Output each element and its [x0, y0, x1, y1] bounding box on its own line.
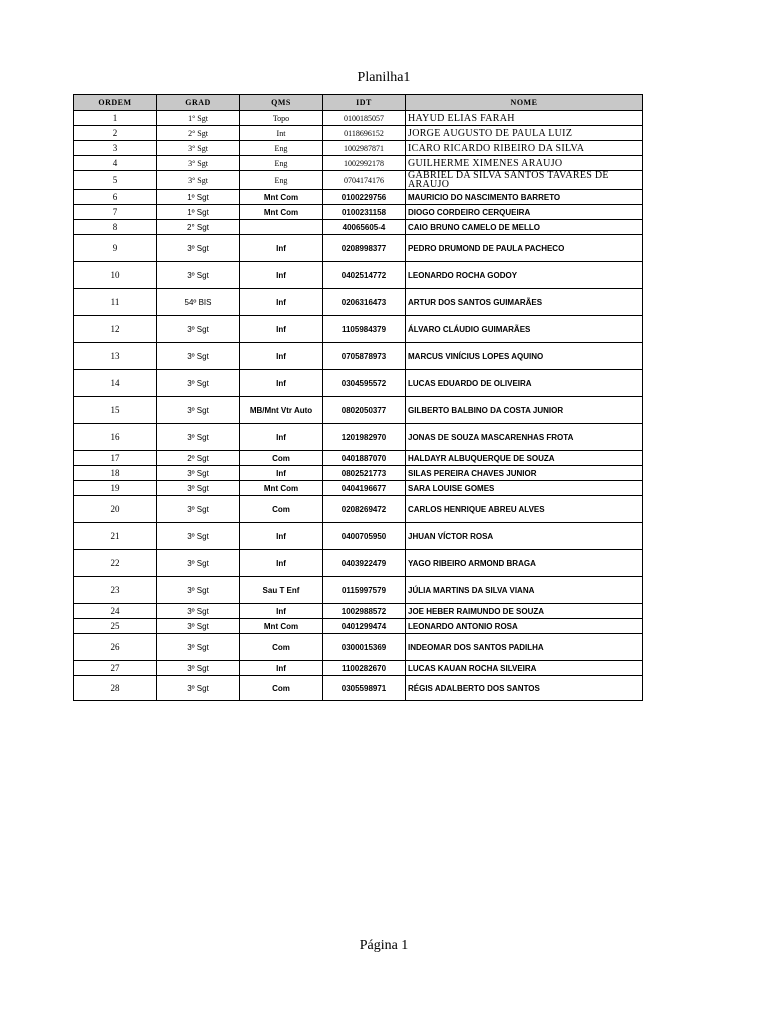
table-row [74, 523, 643, 550]
cell-qms: Inf [240, 661, 323, 676]
table-row [74, 220, 643, 235]
cell-idt: 0115997579 [323, 577, 406, 604]
cell-idt: 0704174176 [323, 171, 406, 190]
cell-qms: Sau T Enf [240, 577, 323, 604]
header-qms: QMS [240, 95, 323, 111]
cell-ordem: 14 [74, 370, 157, 397]
cell-ordem: 22 [74, 550, 157, 577]
cell-nome: YAGO RIBEIRO ARMOND BRAGA [406, 550, 643, 577]
cell-nome: LEONARDO ROCHA GODOY [406, 262, 643, 289]
cell-ordem: 16 [74, 424, 157, 451]
cell-ordem: 9 [74, 235, 157, 262]
cell-idt: 0100231158 [323, 205, 406, 220]
table-row [74, 289, 643, 316]
table-row [74, 343, 643, 370]
cell-qms: Com [240, 634, 323, 661]
header-ordem: ORDEM [74, 95, 157, 111]
cell-nome: ARTUR DOS SANTOS GUIMARÃES [406, 289, 643, 316]
cell-qms: Eng [240, 156, 323, 171]
cell-idt: 1201982970 [323, 424, 406, 451]
cell-idt: 0100229756 [323, 190, 406, 205]
header-idt: IDT [323, 95, 406, 111]
cell-ordem: 7 [74, 205, 157, 220]
table-row [74, 604, 643, 619]
table-row [74, 156, 643, 171]
cell-grad: 3° Sgt [157, 141, 240, 156]
cell-ordem: 5 [74, 171, 157, 190]
cell-idt: 1002988572 [323, 604, 406, 619]
cell-qms: Eng [240, 141, 323, 156]
cell-nome: JÚLIA MARTINS DA SILVA VIANA [406, 577, 643, 604]
cell-ordem: 28 [74, 676, 157, 701]
cell-qms: Inf [240, 262, 323, 289]
cell-idt: 0305598971 [323, 676, 406, 701]
table-row [74, 171, 643, 190]
cell-ordem: 10 [74, 262, 157, 289]
table-row [74, 397, 643, 424]
cell-qms: Com [240, 451, 323, 466]
table-row [74, 262, 643, 289]
cell-nome: LEONARDO ANTONIO ROSA [406, 619, 643, 634]
cell-nome: MAURICIO DO NASCIMENTO BARRETO [406, 190, 643, 205]
cell-grad: 2º Sgt [157, 451, 240, 466]
cell-nome: DIOGO CORDEIRO CERQUEIRA [406, 205, 643, 220]
cell-qms: Inf [240, 604, 323, 619]
table-row [74, 316, 643, 343]
cell-grad: 3º Sgt [157, 235, 240, 262]
cell-qms: Inf [240, 343, 323, 370]
cell-grad: 3º Sgt [157, 604, 240, 619]
cell-idt: 0404196677 [323, 481, 406, 496]
cell-ordem: 17 [74, 451, 157, 466]
cell-idt: 1105984379 [323, 316, 406, 343]
cell-grad: 3° Sgt [157, 171, 240, 190]
cell-nome: RÉGIS ADALBERTO DOS SANTOS [406, 676, 643, 701]
cell-grad: 3º Sgt [157, 496, 240, 523]
cell-qms: Mnt Com [240, 205, 323, 220]
header-row [74, 95, 643, 111]
cell-nome: LUCAS KAUAN ROCHA SILVEIRA [406, 661, 643, 676]
table-row [74, 619, 643, 634]
cell-qms: Topo [240, 111, 323, 126]
cell-nome: GILBERTO BALBINO DA COSTA JUNIOR [406, 397, 643, 424]
cell-qms [240, 220, 323, 235]
cell-idt: 0705878973 [323, 343, 406, 370]
cell-grad: 2° Sgt [157, 126, 240, 141]
table-row [74, 141, 643, 156]
cell-ordem: 18 [74, 466, 157, 481]
cell-grad: 3º Sgt [157, 661, 240, 676]
cell-idt: 0118696152 [323, 126, 406, 141]
cell-nome: SARA LOUISE GOMES [406, 481, 643, 496]
cell-qms: MB/Mnt Vtr Auto [240, 397, 323, 424]
table-row [74, 661, 643, 676]
table-row [74, 676, 643, 701]
cell-nome: JONAS DE SOUZA MASCARENHAS FROTA [406, 424, 643, 451]
cell-qms: Inf [240, 523, 323, 550]
cell-ordem: 25 [74, 619, 157, 634]
cell-ordem: 8 [74, 220, 157, 235]
table-row [74, 126, 643, 141]
table-row [74, 424, 643, 451]
cell-idt: 0802050377 [323, 397, 406, 424]
table-row [74, 111, 643, 126]
cell-nome: SILAS PEREIRA CHAVES JUNIOR [406, 466, 643, 481]
cell-qms: Mnt Com [240, 619, 323, 634]
cell-nome: ICARO RICARDO RIBEIRO DA SILVA [406, 141, 643, 156]
cell-nome: ÁLVARO CLÁUDIO GUIMARÃES [406, 316, 643, 343]
table-row [74, 205, 643, 220]
table-row [74, 235, 643, 262]
cell-nome: CAIO BRUNO CAMELO DE MELLO [406, 220, 643, 235]
table-body [74, 111, 643, 701]
cell-grad: 1° Sgt [157, 111, 240, 126]
table-row [74, 577, 643, 604]
cell-grad: 3º Sgt [157, 316, 240, 343]
cell-nome: HALDAYR ALBUQUERQUE DE SOUZA [406, 451, 643, 466]
cell-grad: 3º Sgt [157, 619, 240, 634]
cell-ordem: 12 [74, 316, 157, 343]
cell-qms: Inf [240, 316, 323, 343]
cell-ordem: 1 [74, 111, 157, 126]
cell-grad: 1º Sgt [157, 205, 240, 220]
cell-nome: INDEOMAR DOS SANTOS PADILHA [406, 634, 643, 661]
cell-idt: 0300015369 [323, 634, 406, 661]
cell-idt: 0100185057 [323, 111, 406, 126]
table-row [74, 481, 643, 496]
cell-grad: 3º Sgt [157, 370, 240, 397]
cell-ordem: 23 [74, 577, 157, 604]
cell-nome: LUCAS EDUARDO DE OLIVEIRA [406, 370, 643, 397]
cell-nome: JOE HEBER RAIMUNDO DE SOUZA [406, 604, 643, 619]
cell-qms: Inf [240, 370, 323, 397]
cell-idt: 0208269472 [323, 496, 406, 523]
cell-grad: 3º Sgt [157, 550, 240, 577]
table-row [74, 550, 643, 577]
cell-qms: Mnt Com [240, 190, 323, 205]
page-footer: Página 1 [359, 938, 409, 953]
cell-ordem: 27 [74, 661, 157, 676]
cell-qms: Eng [240, 171, 323, 190]
cell-grad: 3º Sgt [157, 634, 240, 661]
cell-nome: GUILHERME XIMENES ARAUJO [406, 156, 643, 171]
cell-ordem: 24 [74, 604, 157, 619]
header-nome: NOME [406, 95, 643, 111]
cell-qms: Inf [240, 424, 323, 451]
cell-idt: 0402514772 [323, 262, 406, 289]
cell-grad: 3º Sgt [157, 676, 240, 701]
cell-ordem: 3 [74, 141, 157, 156]
cell-qms: Com [240, 676, 323, 701]
table-row [74, 466, 643, 481]
table-row [74, 634, 643, 661]
personnel-table [73, 94, 643, 701]
cell-grad: 3º Sgt [157, 577, 240, 604]
cell-qms: Inf [240, 550, 323, 577]
cell-ordem: 15 [74, 397, 157, 424]
cell-idt: 0401299474 [323, 619, 406, 634]
cell-idt: 1002992178 [323, 156, 406, 171]
cell-grad: 3º Sgt [157, 424, 240, 451]
page-title: Planilha1 [357, 70, 411, 85]
cell-idt: 0802521773 [323, 466, 406, 481]
cell-qms: Mnt Com [240, 481, 323, 496]
cell-grad: 3º Sgt [157, 466, 240, 481]
cell-nome: CARLOS HENRIQUE ABREU ALVES [406, 496, 643, 523]
cell-idt: 1002987871 [323, 141, 406, 156]
cell-grad: 3º Sgt [157, 397, 240, 424]
cell-idt: 0400705950 [323, 523, 406, 550]
cell-grad: 3º Sgt [157, 523, 240, 550]
cell-grad: 3º Sgt [157, 262, 240, 289]
cell-ordem: 20 [74, 496, 157, 523]
cell-qms: Inf [240, 235, 323, 262]
cell-grad: 3º Sgt [157, 481, 240, 496]
cell-grad: 2° Sgt [157, 220, 240, 235]
cell-idt: 1100282670 [323, 661, 406, 676]
cell-ordem: 4 [74, 156, 157, 171]
cell-idt: 0206316473 [323, 289, 406, 316]
cell-idt: 0401887070 [323, 451, 406, 466]
cell-idt: 0403922479 [323, 550, 406, 577]
cell-nome: JORGE AUGUSTO DE PAULA LUIZ [406, 126, 643, 141]
cell-qms: Inf [240, 289, 323, 316]
cell-nome: GABRIEL DA SILVA SANTOS TAVARES DE ARAUJO [406, 171, 643, 190]
cell-idt: 40065605-4 [323, 220, 406, 235]
cell-ordem: 19 [74, 481, 157, 496]
cell-grad: 3º Sgt [157, 343, 240, 370]
cell-qms: Inf [240, 466, 323, 481]
cell-nome: HAYUD ELIAS FARAH [406, 111, 643, 126]
cell-nome: JHUAN VÍCTOR ROSA [406, 523, 643, 550]
cell-idt: 0208998377 [323, 235, 406, 262]
table-row [74, 370, 643, 397]
cell-ordem: 13 [74, 343, 157, 370]
cell-qms: Int [240, 126, 323, 141]
cell-qms: Com [240, 496, 323, 523]
cell-ordem: 21 [74, 523, 157, 550]
cell-ordem: 11 [74, 289, 157, 316]
table-row [74, 451, 643, 466]
cell-ordem: 2 [74, 126, 157, 141]
header-grad: GRAD [157, 95, 240, 111]
table-row [74, 496, 643, 523]
cell-idt: 0304595572 [323, 370, 406, 397]
cell-grad: 1º Sgt [157, 190, 240, 205]
cell-grad: 54º BIS [157, 289, 240, 316]
cell-nome: MARCUS VINÍCIUS LOPES AQUINO [406, 343, 643, 370]
cell-nome: PEDRO DRUMOND DE PAULA PACHECO [406, 235, 643, 262]
table-row [74, 190, 643, 205]
cell-ordem: 26 [74, 634, 157, 661]
cell-ordem: 6 [74, 190, 157, 205]
cell-grad: 3° Sgt [157, 156, 240, 171]
